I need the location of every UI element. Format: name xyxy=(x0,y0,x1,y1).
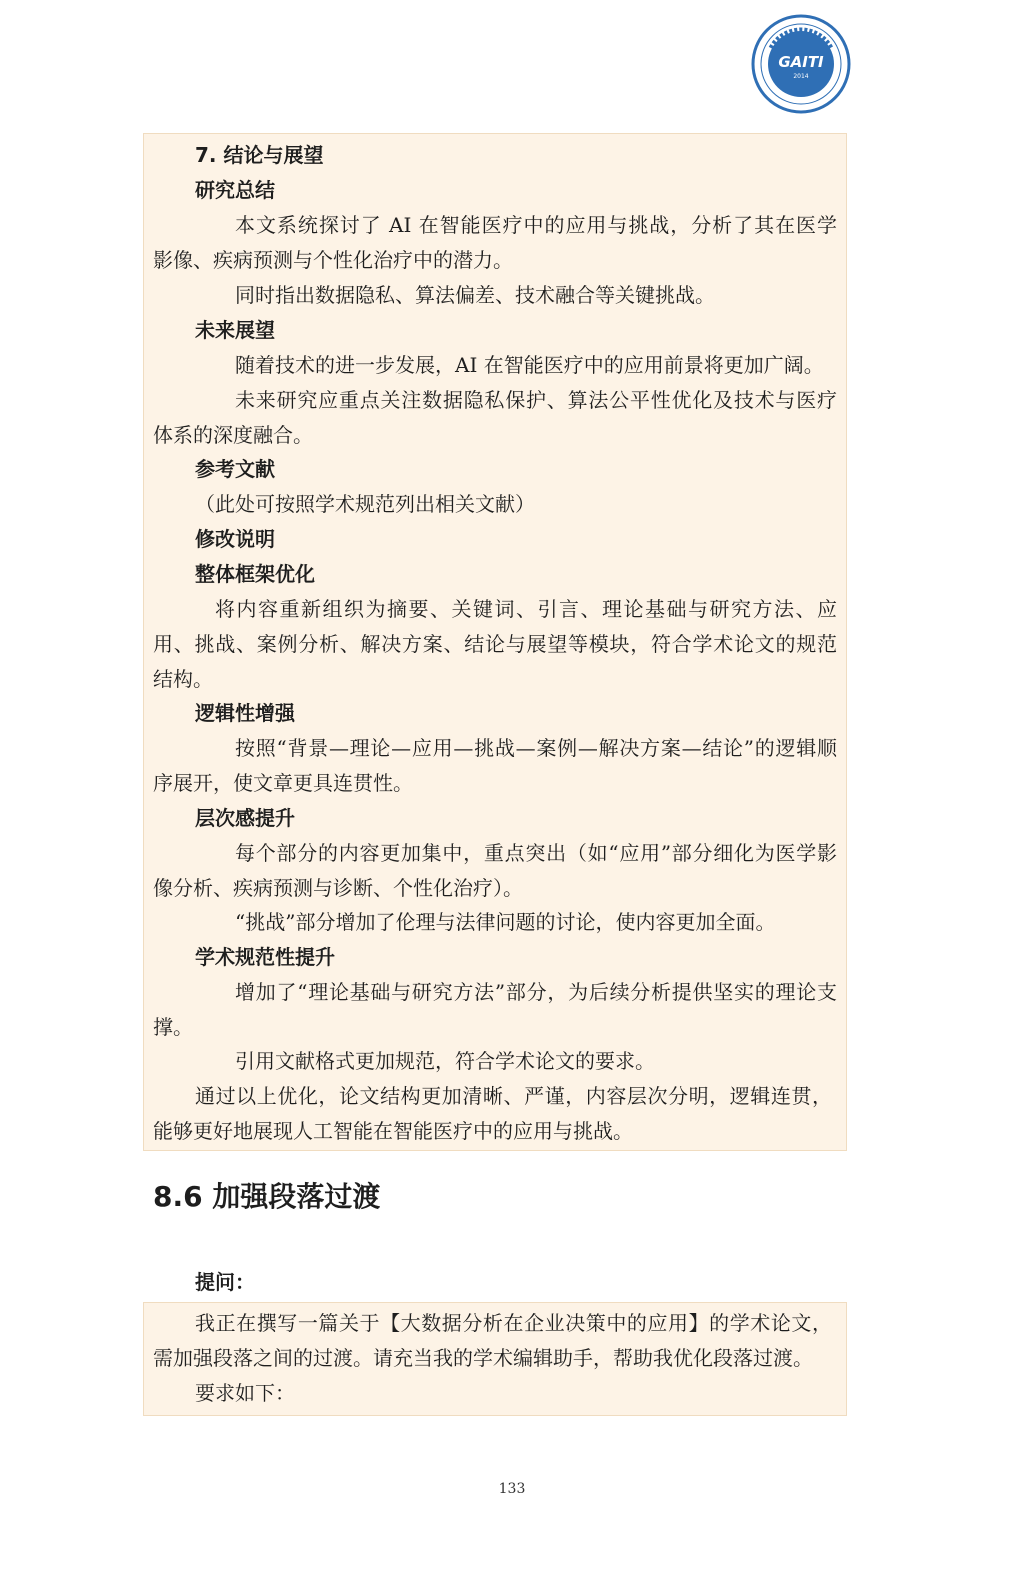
closing-line-2: 能够更好地展现人工智能在智能医疗中的应用与挑战。 xyxy=(153,1119,633,1143)
layer-paragraph-1-line-2: 像分析、疾病预测与诊断、个性化治疗）。 xyxy=(153,876,523,900)
section-title: 8.6 加强段落过渡 xyxy=(153,1180,381,1213)
heading-research-summary: 研究总结 xyxy=(195,178,275,202)
framework-line-3: 结构。 xyxy=(153,667,213,691)
summary-paragraph-2: 同时指出数据隐私、算法偏差、技术融合等关键挑战。 xyxy=(235,283,715,307)
heading-revision-notes: 修改说明 xyxy=(195,527,275,551)
heading-conclusion: 7. 结论与展望 xyxy=(195,143,324,167)
summary-paragraph-line-1: 本文系统探讨了 AI 在智能医疗中的应用与挑战，分析了其在医学 xyxy=(235,213,837,237)
layer-paragraph-1-line-1: 每个部分的内容更加集中，重点突出（如“应用”部分细化为医学影 xyxy=(235,841,837,865)
logic-line-1: 按照“背景—理论—应用—挑战—案例—解决方案—结论”的逻辑顺 xyxy=(235,736,837,760)
references-note: （此处可按照学术规范列出相关文献） xyxy=(195,492,535,516)
future-paragraph-2-line-2: 体系的深度融合。 xyxy=(153,423,313,447)
future-paragraph-2-line-1: 未来研究应重点关注数据隐私保护、算法公平性优化及技术与医疗 xyxy=(235,388,837,412)
gaiti-logo xyxy=(751,14,851,114)
future-paragraph-1: 随着技术的进一步发展，AI 在智能医疗中的应用前景将更加广阔。 xyxy=(235,353,824,377)
academic-paragraph-2: 引用文献格式更加规范，符合学术论文的要求。 xyxy=(235,1049,655,1073)
page-number: 133 xyxy=(498,1481,526,1497)
question-line-2: 需加强段落之间的过渡。请充当我的学术编辑助手，帮助我优化段落过渡。 xyxy=(153,1346,813,1370)
closing-line-1: 通过以上优化，论文结构更加清晰、严谨，内容层次分明，逻辑连贯， xyxy=(195,1084,832,1108)
svg-text:2014: 2014 xyxy=(793,73,809,80)
academic-paragraph-1-line-2: 撑。 xyxy=(153,1015,193,1039)
heading-logic-enhancement: 逻辑性增强 xyxy=(195,701,295,725)
layer-paragraph-2: “挑战”部分增加了伦理与法律问题的讨论，使内容更加全面。 xyxy=(235,910,776,934)
heading-references: 参考文献 xyxy=(195,457,275,481)
question-line-3: 要求如下： xyxy=(195,1381,295,1405)
framework-line-1: 将内容重新组织为摘要、关键词、引言、理论基础与研究方法、应 xyxy=(215,597,837,621)
question-label: 提问： xyxy=(195,1270,255,1294)
summary-paragraph-line-2: 影像、疾病预测与个性化治疗中的潜力。 xyxy=(153,248,513,272)
heading-academic-norms: 学术规范性提升 xyxy=(195,945,335,969)
framework-line-2: 用、挑战、案例分析、解决方案、结论与展望等模块，符合学术论文的规范 xyxy=(153,632,837,656)
heading-framework-optimization: 整体框架优化 xyxy=(195,562,315,586)
logic-line-2: 序展开，使文章更具连贯性。 xyxy=(153,771,413,795)
heading-future-outlook: 未来展望 xyxy=(195,318,275,342)
svg-text:GAITI: GAITI xyxy=(778,53,824,71)
question-line-1: 我正在撰写一篇关于【大数据分析在企业决策中的应用】的学术论文， xyxy=(195,1311,832,1335)
academic-paragraph-1-line-1: 增加了“理论基础与研究方法”部分，为后续分析提供坚实的理论支 xyxy=(235,980,837,1004)
heading-layer-improvement: 层次感提升 xyxy=(195,806,295,830)
